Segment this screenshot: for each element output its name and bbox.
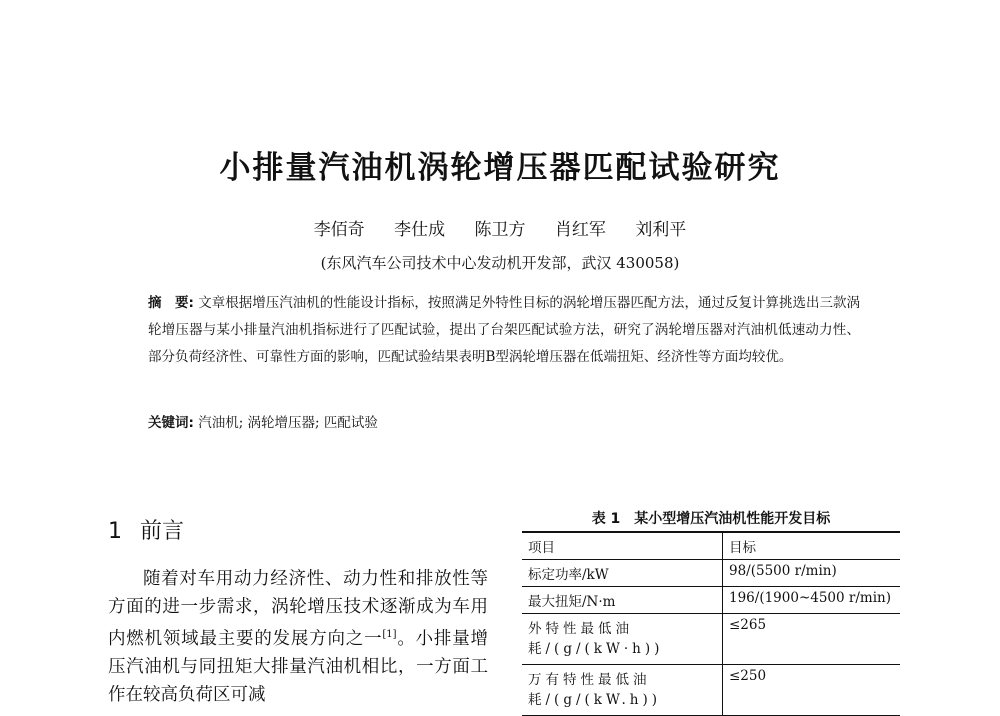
keywords-text: 汽油机; 涡轮增压器; 匹配试验 [198,415,378,431]
table-caption: 表 1 某小型增压汽油机性能开发目标 [591,511,831,527]
paper-title: 小排量汽油机涡轮增压器匹配试验研究 [219,150,781,186]
author-name: 李仕成 [394,220,446,240]
table-cell: ≤250 [723,665,901,716]
table-cell: 196/(1900~4500 r/min) [723,587,901,614]
affiliation: (东风汽车公司技术中心发动机开发部，武汉 430058) [320,254,680,272]
abstract-text: 文章根据增压汽油机的性能设计指标，按照满足外特性目标的涡轮增压器匹配方法，通过反复计算挑选出三款涡轮增压器与某小排量汽油机指标进行了匹配试验，提出了台架匹配试验方法，研究了涡轮增压器对汽油机低速动力性、部分负荷经济性、可靠性方面的影响，匹配试验结果表明B型涡轮增压器在低端扭矩、经济性等方面均较优。 [148,295,861,365]
section-title: 前言 [140,519,185,544]
author-name: 李佰奇 [313,220,365,240]
table-header-cell: 项目 [522,532,723,560]
paragraph-text: 。小排量增压汽油机与同扭矩大排量汽油机相比，一方面工作在较高负荷区可减 [108,628,489,705]
keywords [148,410,860,437]
citation-ref: [1] [382,629,397,640]
table-header-row [522,532,900,560]
table-cell: 万有特性最低油耗/(g/(kW.h)) [522,665,723,716]
spec-table [522,531,900,716]
author-name: 肖红军 [554,220,606,240]
table-row [522,587,900,614]
table-cell: 标定功率/kW [522,560,723,587]
keywords-label: 关键词: [148,415,194,431]
section-number: 1 [108,519,122,544]
author-name: 陈卫方 [474,220,526,240]
abstract-label: 摘 要: [148,295,194,311]
table-header-cell: 目标 [723,532,901,560]
section-heading [108,514,184,545]
table-cell: ≤265 [723,614,901,665]
table-row [522,665,900,716]
paragraph-text: 随着对车用动力经济性、动力性和排放性等方面的进一步需求，涡轮增压技术逐渐成为车用内燃机领域最主要的发展方向之一 [108,569,488,649]
author-list [0,215,1000,240]
abstract [148,290,860,371]
author-name: 刘利平 [635,220,687,240]
table-cell: 最大扭矩/N·m [522,587,723,614]
table-row [522,560,900,587]
section-paragraph [108,565,488,709]
table-cell: 外特性最低油耗/(g/(kW·h)) [522,614,723,665]
table-row [522,614,900,665]
table-cell: 98/(5500 r/min) [723,560,901,587]
